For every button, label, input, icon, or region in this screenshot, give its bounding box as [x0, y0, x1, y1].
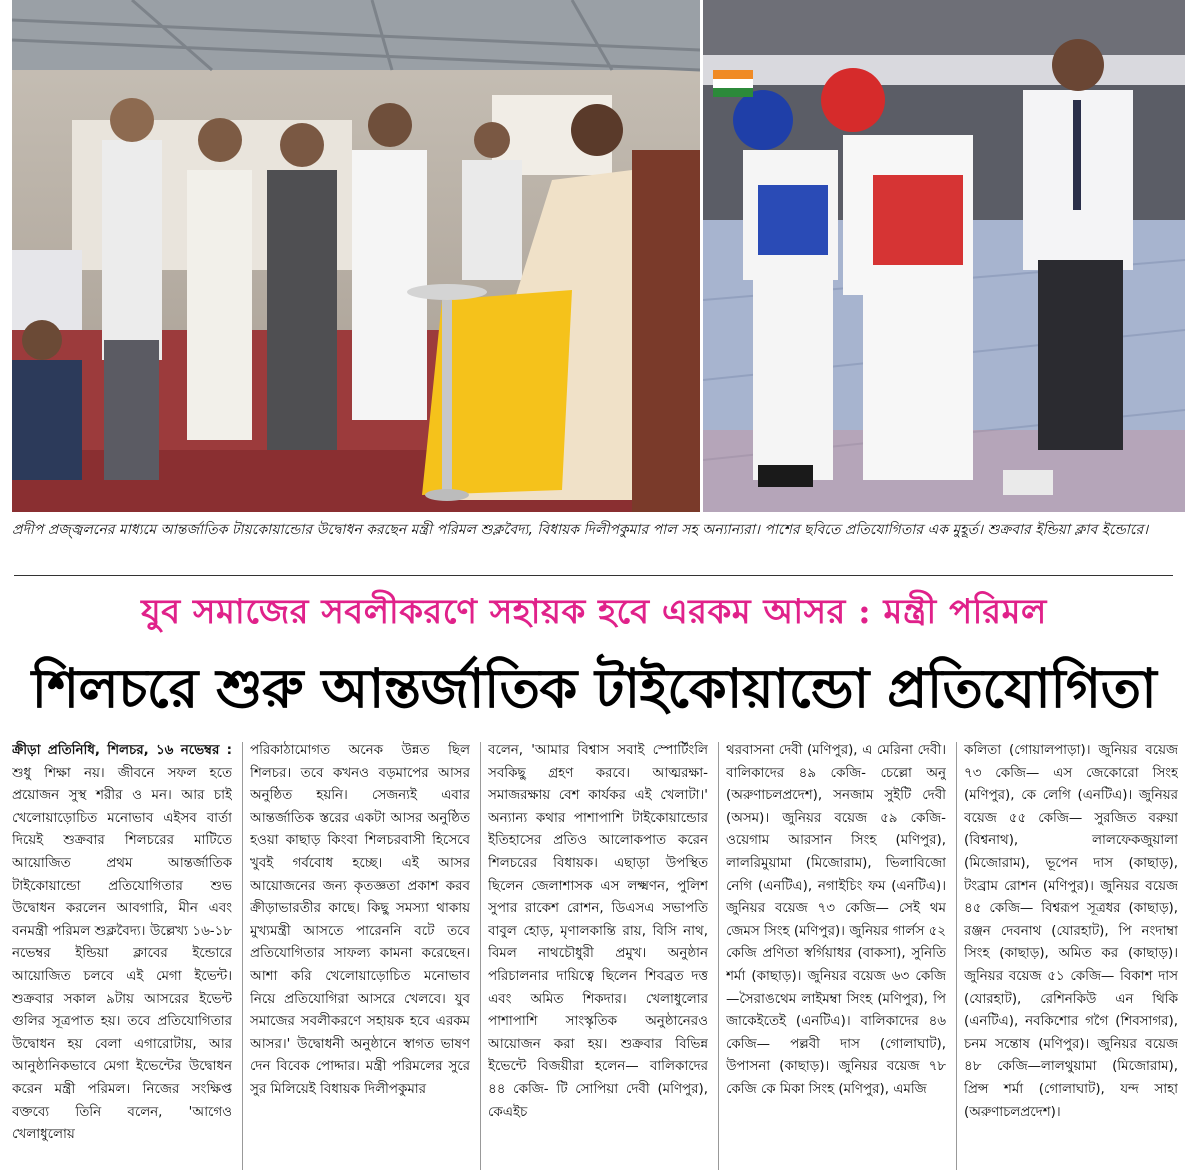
photo-caption: প্রদীপ প্রজ্জ্বলনের মাধ্যমে আন্তর্জাতিক টায়কোয়ান্ডোর উদ্বোধন করছেন মন্ত্রী পরিমল শুক্লবৈদ্য, বিধায়ক দিলীপকুমার পাল সহ অন্যান্যরা। পাশের ছবিতে প্রতিযোগিতার এক মুহূর্ত। শুক্রবার ইন্ডিয়া ক্লাব ইন্ডোরে। [12, 522, 1149, 538]
taekwondo-match-photo [703, 0, 1185, 512]
article-column-4 [726, 740, 946, 1170]
section-divider [14, 575, 1173, 576]
article-column-3 [488, 740, 708, 1170]
subheadline: যুব সমাজের সবলীকরণে সহায়ক হবে এরকম আসর : মন্ত্রী পরিমল [141, 592, 1047, 632]
column-2-text: পরিকাঠামোগত অনেক উন্নত ছিল শিলচর। তবে কখনও বড়মাপের আসর অনুষ্ঠিত হয়নি। সেজন্যই এবার আন্তর্জাতিক স্তরের একটা আসর অনুষ্ঠিত হওয়া কাছাড় কিংবা শিলচরবাসী হিসেবে খুবই গর্ববোধ হচ্ছে। এই আসর আয়োজনের জন্য কৃতজ্ঞতা প্রকাশ করব ক্রীড়াভারতীর কাছে। কিছু সমস্যা থাকায় মুখ্যমন্ত্রী আসতে পারেননি বটে তবে প্রতিযোগিতার সাফল্য কামনা করেছেন। আশা করি খেলোয়াড়োচিত মনোভাব নিয়ে প্রতিযোগিরা আসরে খেলবে। যুব সমাজের সবলীকরণে সহায়ক হবে এরকম আসর।' উদ্বোধনী অনুষ্ঠানে স্বাগত ভাষণ দেন বিবেক পোদ্দার। মন্ত্রী পরিমলের সুরে সুর মিলিয়েই বিধায়ক দিলীপকুমার [250, 743, 470, 1097]
column-4-text: থরবাসনা দেবী (মণিপুর), এ মেরিনা দেবী। বালিকাদের ৪৯ কেজি- চেল্লো অনু (অরুণাচলপ্রদেশ), সনজাম সুইটি দেবী (অসম)। জুনিয়র বয়েজ ৫৯ কেজি- ওয়েগাম আরসান সিংহ (মণিপুর), লালরিমুয়ামা (মিজোরাম), ভিলাবিজো নেগি (এনটিএ), নগাইচিং ফম (এনটিএ)। জুনিয়র বয়েজ ৭৩ কেজি— সেই থম জেমস সিংহ (মণিপুর)। জুনিয়র গার্লস ৫২ কেজি প্রণিতা স্বর্গিয়াধর (বাকসা), সুনিতি শর্মা (কাছাড়)। জুনিয়র বয়েজ ৬৩ কেজি—সৈরাঙথেম লাইমম্বা সিংহ (মণিপুর), পি জাকেইতেই (এনটিএ)। বালিকাদের ৪৬ কেজি— পল্লবী দাস (গোলাঘাট), উপাসনা (কাছাড়)। জুনিয়র বয়েজ ৭৮ কেজি কে মিকা সিংহ (মণিপুর), এমজি [726, 743, 946, 1097]
column-5-text: কলিতা (গোয়ালপাড়া)। জুনিয়র বয়েজ ৭৩ কেজি— এস জেকোরো সিংহ (মণিপুর), কে লেগি (এনটিএ)। জুনিয়র বয়েজ ৫৫ কেজি— সুরজিত বরুয়া (বিশ্বনাথ), লালফেকজুয়ালা (মিজোরাম), ভূপেন দাস (কাছাড়), টংব্রাম রোশন (মণিপুর)। জুনিয়র বয়েজ ৪৫ কেজি— বিশ্বরূপ সূত্রধর (কাছাড়), রঞ্জন দেবনাথ (যোরহাট), পি নংদাম্বা সিংহ (কাছাড়), অমিত কর (কাছাড়)। জুনিয়র বয়েজ ৫১ কেজি— বিকাশ দাস (যোরহাট), রেশিনকিউ এন থিকি (এনটিএ), নবকিশোর গগৈ (শিবসাগর), চনম সন্তোষ (মণিপুর)। জুনিয়র বয়েজ ৪৮ কেজি—লালথুয়ামা (মিজোরাম), প্রিন্স শর্মা (গোলাঘাট), যন্দ সাহা (অরুণাচলপ্রদেশ)। [964, 743, 1178, 1120]
byline: ক্রীড়া প্রতিনিধি, শিলচর, ১৬ নভেম্বর : [12, 743, 232, 758]
article-column-2 [250, 740, 470, 1170]
article-column-5 [964, 740, 1178, 1170]
column-1-text: শুধু শিক্ষা নয়। জীবনে সফল হতে প্রয়োজন সুস্থ শরীর ও মন। আর চাই খেলোয়াড়োচিত মনোভাব এইসব বার্তা দিয়েই শুক্রবার শিলচরের মাটিতে আয়োজিত প্রথম আন্তর্জাতিক টাইকোয়ান্ডো প্রতিযোগিতার শুভ উদ্বোধন করলেন আবগারি, মীন এবং বনমন্ত্রী পরিমল শুক্লবৈদ্য। উল্লেখ্য ১৬-১৮ নভেম্বর ইন্ডিয়া ক্লাবের ইন্ডোরে আয়োজিত চলবে এই মেগা ইভেন্ট। শুক্রবার সকাল ৯টায় আসরের ইভেন্ট গুলির সূত্রপাত হয়। তবে প্রতিযোগিতার উদ্বোধন হয় বেলা এগারোটায়, আর আনুষ্ঠানিকভাবে মেগা ইভেন্টের উদ্বোধন করেন মন্ত্রী পরিমল। নিজের সংক্ষিপ্ত বক্তব্যে তিনি বলেন, 'আগেও খেলাধুলোয় [12, 765, 232, 1143]
column-3-text: বলেন, 'আমার বিশ্বাস সবাই স্পোর্টিংলি সবকিছু গ্রহণ করবে। আত্মরক্ষা-সমাজরক্ষায় বেশ কার্যকর এই খেলাটা।' অন্যান্য কথার পাশাপাশি টাইকোয়ান্ডোর ইতিহাসের প্রতিও আলোকপাত করেন শিলচরের বিধায়ক। এছাড়া উপস্থিত ছিলেন জেলাশাসক এস লক্ষ্মণন, পুলিশ সুপার রাকেশ রোশন, ডিএসএ সভাপতি বাবুল হোড়, মৃণালকান্তি রায়, বিসি নাথ, বিমল নাথচৌধুরী প্রমুখ। অনুষ্ঠান পরিচালনার দায়িত্বে ছিলেন শিবব্রত দত্ত এবং অমিত শিকদার। খেলাধুলোর পাশাপাশি সাংস্কৃতিক অনুষ্ঠানেরও আয়োজন করা হয়। শুক্রবার বিভিন্ন ইভেন্টে বিজয়ীরা হলেন— বালিকাদের ৪৪ কেজি- টি সোপিয়া দেবী (মণিপুর), কেএইচ [488, 743, 708, 1120]
article-column-1 [12, 740, 232, 1170]
main-headline: শিলচরে শুরু আন্তর্জাতিক টাইকোয়ান্ডো প্রতিযোগিতা [31, 657, 1157, 720]
inauguration-photo [12, 0, 700, 512]
article-body [12, 740, 1178, 1170]
